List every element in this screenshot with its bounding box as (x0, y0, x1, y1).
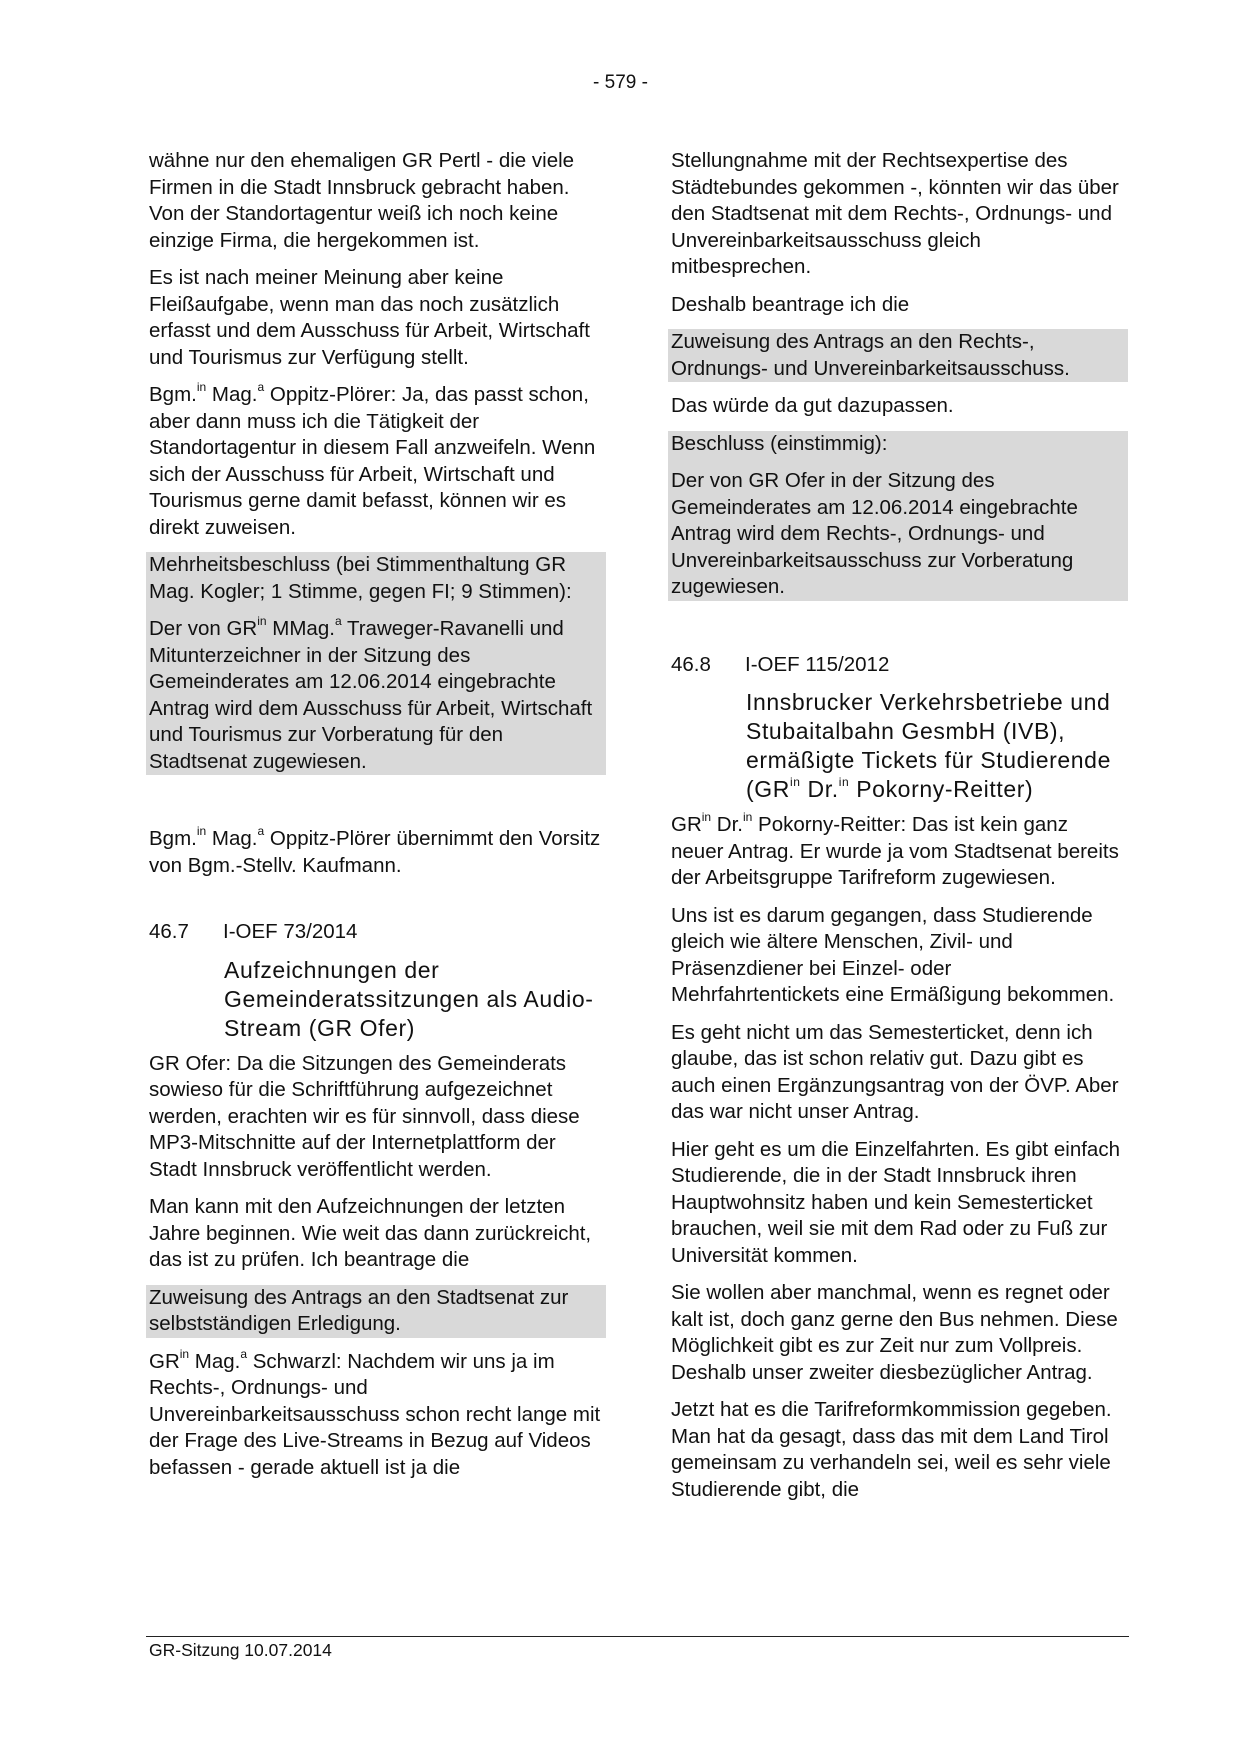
vote-result: Mehrheitsbeschluss (bei Stimmenthaltung GR Mag. Kogler; 1 Stimme, gegen FI; 9 Stimmen): (146, 552, 606, 616)
motion: Zuweisung des Antrags an den Rechts-, Ordnungs- und Unvereinbarkeitsausschuss. (668, 329, 1128, 382)
agenda-item-title: Aufzeichnungen der Gemeinderatssitzungen als Audio-Stream (GR Ofer) (224, 956, 594, 1041)
paragraph: Jetzt hat es die Tarifreformkommission gegeben. Man hat da gesagt, dass das mit dem Land Tirol gemeinsam zu verhandeln sei, weil es sehr viele Studierende gibt, die (671, 1398, 1112, 1501)
vote-result: Beschluss (einstimmig): (668, 431, 1128, 469)
paragraph: Es geht nicht um das Semesterticket, denn ich glaube, das ist schon relativ gut. Dazu gibt es auch einen Ergänzungsantrag von der ÖVP. Aber das war nicht unser Antrag. (671, 1020, 1119, 1123)
speaker-paragraph: $GR^{in}$ Dr.$^{in}$ Pokorny-Reitter: Das ist kein ganz neuer Antrag. Er wurde ja vom Stadtsenat bereits der Arbeitsgruppe Tarifreform zugewiesen. (671, 810, 1119, 889)
decision-text: Der von $GR^{in}$ MMag.$^a$ Traweger-Ravanelli und Mitunterzeichner in der Sitzung des Gemeinderates am 12.06.2014 eingebrachte Antrag wird dem Ausschuss für Arbeit, Wirtschaft und Tourismus zur Vorberatung für den Stadtsenat zugewiesen. (146, 616, 606, 775)
decision-text: Der von GR Ofer in der Sitzung des Gemeinderates am 12.06.2014 eingebrachte Antrag wird dem Rechts-, Ordnungs- und Unvereinbarkeitsausschuss zur Vorberatung zugewiesen. (668, 468, 1128, 601)
speaker-paragraph: $GR^{in}$ Mag.$^a$ Schwarzl: Nachdem wir uns ja im Rechts-, Ordnungs- und Unvereinbarkeitsausschuss schon recht lange mit der Frage des Live-Streams in Bezug auf Videos befassen - gerade aktuell ist ja die (149, 1346, 601, 1479)
paragraph: Deshalb beantrage ich die (671, 292, 910, 316)
agenda-item-number: 46.8 (671, 652, 711, 676)
agenda-item-number: 46.7 (149, 920, 189, 943)
paragraph: Hier geht es um die Einzelfahrten. Es gibt einfach Studierende, die in der Stadt Innsbruck ihren Hauptwohnsitz haben und kein Semesterticket brauchen, weil sie mit dem Rad oder zu Fuß zur Universität kommen. (671, 1137, 1120, 1267)
agenda-item-title: Innsbrucker Verkehrsbetriebe und Stubaitalbahn GesmbH (IVB), ermäßigte Tickets für Studierende ($GR^{in}$ Dr.$^{in}$ Pokorny-Reitter) (746, 689, 1111, 802)
paragraph: Es ist nach meiner Meinung aber keine Fleißaufgabe, wenn man das noch zusätzlich erfasst und dem Ausschuss für Arbeit, Wirtschaft und Tourismus zur Verfügung stellt. (149, 266, 590, 369)
footer-session-date: GR-Sitzung 10.07.2014 (149, 1640, 332, 1660)
agenda-item-header (668, 652, 1128, 679)
agenda-item-header (146, 919, 606, 946)
chair-change: Bgm.$^{in}$ Mag.$^a$ Oppitz-Plörer übernimmt den Vorsitz von Bgm.-Stellv. Kaufmann. (149, 824, 601, 877)
paragraph: Uns ist es darum gegangen, dass Studierende gleich wie ältere Menschen, Zivil- und Präsenzdiener bei Einzel- oder Mehrfahrtentickets eine Ermäßigung bekommen. (671, 903, 1115, 1006)
agenda-item-code: I-OEF 73/2014 (223, 920, 358, 943)
paragraph: Man kann mit den Aufzeichnungen der letzten Jahre beginnen. Wie weit das dann zurückreicht, das ist zu prüfen. Ich beantrage die (149, 1195, 592, 1271)
left-column (146, 148, 606, 1492)
paragraph: Stellungnahme mit der Rechtsexpertise des Städtebundes gekommen -, könnten wir das über den Stadtsenat mit dem Rechts-, Ordnungs- und Unvereinbarkeitsausschuss gleich mitbesprechen. (671, 149, 1119, 278)
paragraph: Sie wollen aber manchmal, wenn es regnet oder kalt ist, doch ganz gerne den Bus nehmen. Diese Möglichkeit gibt es zur Zeit nur zum Vollpreis. Deshalb unser zweiter diesbezüglicher Antrag. (671, 1281, 1118, 1384)
page-number: - 579 - (593, 72, 648, 93)
footer-divider (146, 1636, 1129, 1637)
agenda-item-code: I-OEF 115/2012 (745, 652, 890, 676)
paragraph: Das würde da gut dazupassen. (671, 394, 954, 417)
speaker-paragraph: Bgm.$^{in}$ Mag.$^a$ Oppitz-Plörer: Ja, das passt schon, aber dann muss ich die Tätigkeit der Standortagentur in diesem Fall anzweifeln. Wenn sich der Ausschuss für Arbeit, Wirtschaft und Tourismus gerne damit befasst, können wir es direkt zuweisen. (149, 380, 596, 539)
paragraph: GR Ofer: Da die Sitzungen des Gemeinderats sowieso für die Schriftführung aufgezeichnet werden, erachten wir es für sinnvoll, dass diese MP3-Mitschnitte auf der Internetplattform der Stadt Innsbruck veröffentlicht werden. (149, 1051, 580, 1181)
paragraph: wähne nur den ehemaligen GR Pertl - die viele Firmen in die Stadt Innsbruck gebracht haben. Von der Standortagentur weiß ich noch keine einzige Firma, die hergekommen ist. (149, 149, 575, 252)
motion: Zuweisung des Antrags an den Stadtsenat zur selbstständigen Erledigung. (146, 1285, 606, 1338)
right-column (668, 148, 1128, 1514)
